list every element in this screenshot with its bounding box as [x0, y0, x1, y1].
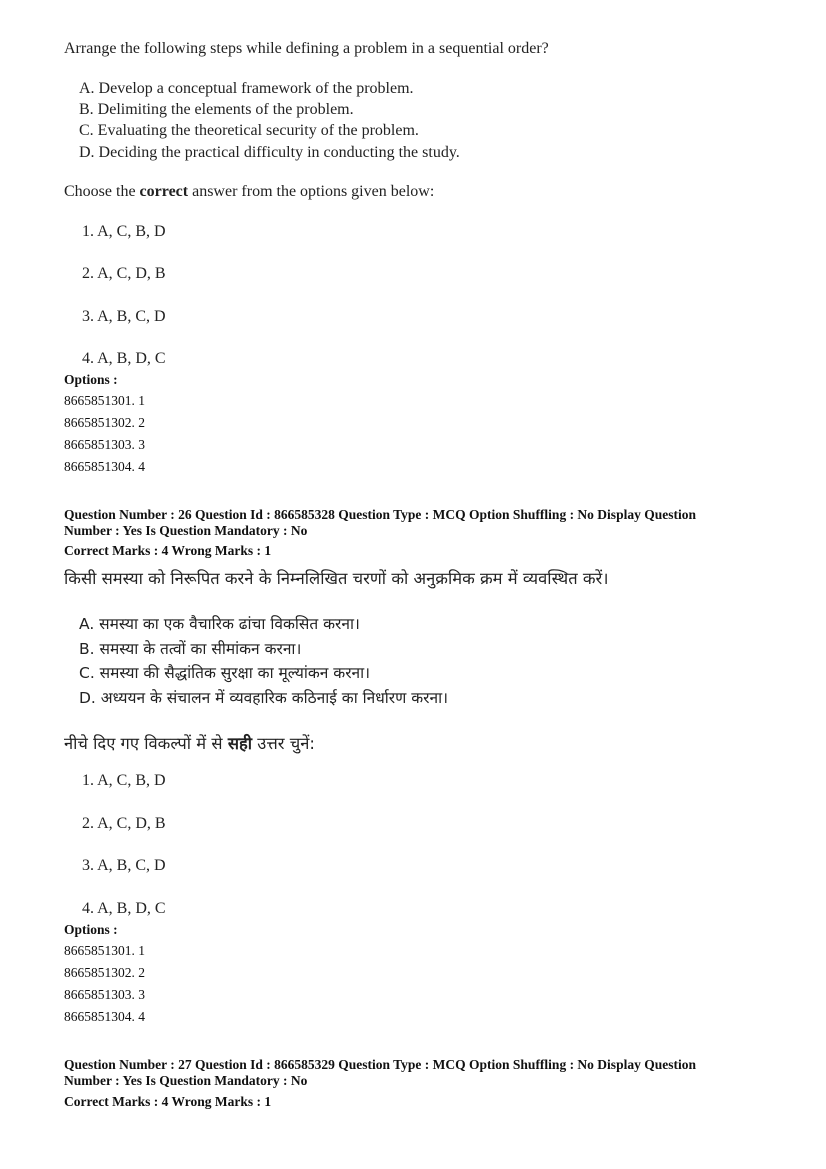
answer-1: 1. A, C, B, D: [82, 772, 166, 789]
answer-2: 2. A, C, D, B: [82, 265, 166, 282]
question-text: Arrange the following steps while defining a problem in a sequential order?: [64, 40, 549, 57]
statement-c-hindi: C. समस्या की सैद्धांतिक सुरक्षा का मूल्यांकन करना।: [79, 664, 371, 682]
option-id-4: 8665851304. 4: [64, 459, 145, 474]
statement-d-hindi: D. अध्ययन के संचालन में व्यवहारिक कठिनाई का निर्धारण करना।: [79, 689, 449, 707]
question-header-line1: Question Number : 27 Question Id : 866585329 Question Type : MCQ Option Shuffling : No Display Question: [64, 1057, 696, 1072]
marks-info: Correct Marks : 4 Wrong Marks : 1: [64, 543, 272, 558]
statement-b-hindi: B. समस्या के तत्वों का सीमांकन करना।: [79, 640, 302, 658]
statement-c: C. Evaluating the theoretical security of the problem.: [79, 122, 419, 139]
question-header-line1: Question Number : 26 Question Id : 866585328 Question Type : MCQ Option Shuffling : No Display Question: [64, 507, 696, 522]
statement-a: A. Develop a conceptual framework of the problem.: [79, 80, 414, 97]
answer-3: 3. A, B, C, D: [82, 857, 166, 874]
question-text-hindi: किसी समस्या को निरूपित करने के निम्नलिखित चरणों को अनुक्रमिक क्रम में व्यवस्थित करें।: [64, 569, 609, 588]
option-id-3: 8665851303. 3: [64, 437, 145, 452]
statement-b: B. Delimiting the elements of the problem.: [79, 101, 354, 118]
option-id-1: 8665851301. 1: [64, 943, 145, 958]
options-label: Options :: [64, 922, 118, 937]
option-id-2: 8665851302. 2: [64, 415, 145, 430]
question-header-line2: Number : Yes Is Question Mandatory : No: [64, 1073, 308, 1088]
answer-4: 4. A, B, D, C: [82, 350, 166, 367]
options-label: Options :: [64, 372, 118, 387]
option-id-3: 8665851303. 3: [64, 987, 145, 1002]
option-id-4: 8665851304. 4: [64, 1009, 145, 1024]
marks-info: Correct Marks : 4 Wrong Marks : 1: [64, 1094, 272, 1109]
choose-instruction: Choose the correct answer from the options given below:: [64, 183, 435, 200]
statement-d: D. Deciding the practical difficulty in conducting the study.: [79, 144, 460, 161]
statement-a-hindi: A. समस्या का एक वैचारिक ढांचा विकसित करना।: [79, 615, 360, 633]
option-id-1: 8665851301. 1: [64, 393, 145, 408]
answer-3: 3. A, B, C, D: [82, 308, 166, 325]
answer-4: 4. A, B, D, C: [82, 900, 166, 917]
option-id-2: 8665851302. 2: [64, 965, 145, 980]
question-header-line2: Number : Yes Is Question Mandatory : No: [64, 523, 308, 538]
answer-1: 1. A, C, B, D: [82, 223, 166, 240]
answer-2: 2. A, C, D, B: [82, 815, 166, 832]
choose-instruction-hindi: नीचे दिए गए विकल्पों में से सही उत्तर चुनें:: [64, 734, 315, 753]
